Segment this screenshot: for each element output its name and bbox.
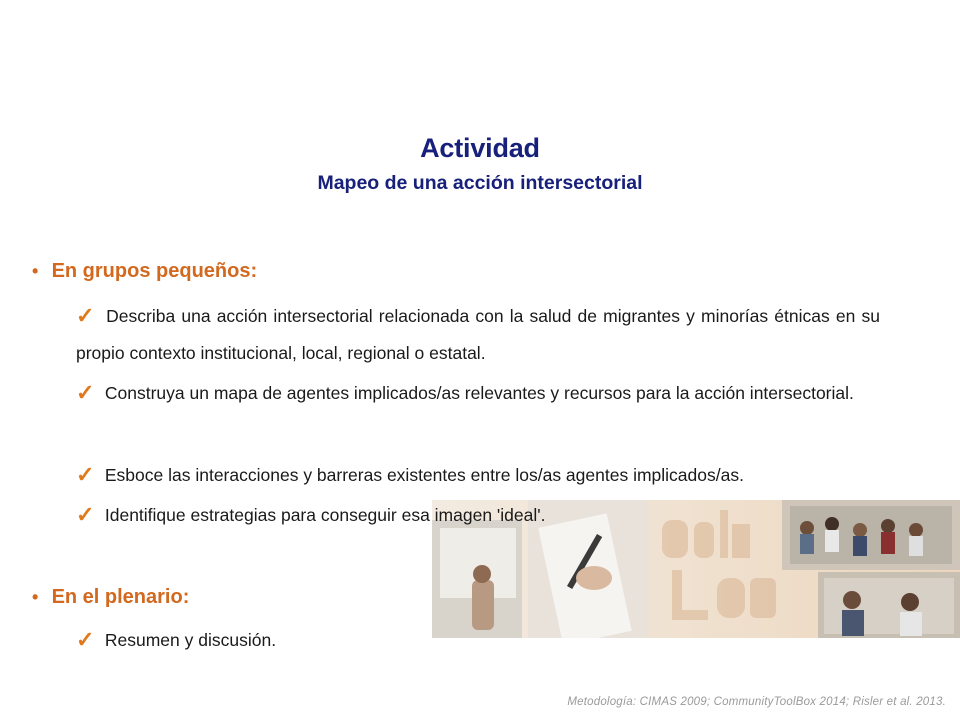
slide-subtitle: Mapeo de una acción intersectorial xyxy=(317,172,643,194)
list-item xyxy=(76,455,880,494)
bullet-icon: • xyxy=(32,261,39,281)
list-item-text: Esboce las interacciones y barreras existentes entre los/as agentes implicados/as. xyxy=(104,465,744,485)
list-item-text: Describa una acción intersectorial relacionada con la salud de migrantes y minorías étnicas en su propio contexto institucional, local, regional o estatal. xyxy=(76,306,880,363)
section-heading-label: En grupos pequeños: xyxy=(51,260,258,282)
checkmark-icon: ✓ xyxy=(76,627,95,652)
footer-citation: Metodología: CIMAS 2009; CommunityToolBox 2014; Risler et al. 2013. xyxy=(567,696,946,708)
bullet-icon: • xyxy=(32,587,39,607)
section-heading-grupos xyxy=(32,260,257,283)
list-item-text: Identifique estrategias para conseguir esa imagen 'ideal'. xyxy=(104,505,546,525)
section-heading-plenario xyxy=(32,586,189,609)
section-heading-label: En el plenario: xyxy=(51,586,190,608)
checkmark-icon: ✓ xyxy=(76,462,95,487)
checkmark-icon: ✓ xyxy=(76,303,95,328)
list-item xyxy=(76,296,880,372)
list-item xyxy=(76,373,880,412)
list-item xyxy=(76,495,880,534)
checkmark-icon: ✓ xyxy=(76,502,95,527)
list-item-text: Resumen y discusión. xyxy=(104,630,277,650)
list-item-text: Construya un mapa de agentes implicados/as relevantes y recursos para la acción intersectorial. xyxy=(104,383,854,403)
slide-title: Actividad xyxy=(420,133,540,163)
checkmark-icon: ✓ xyxy=(76,380,95,405)
list-item xyxy=(76,620,476,659)
